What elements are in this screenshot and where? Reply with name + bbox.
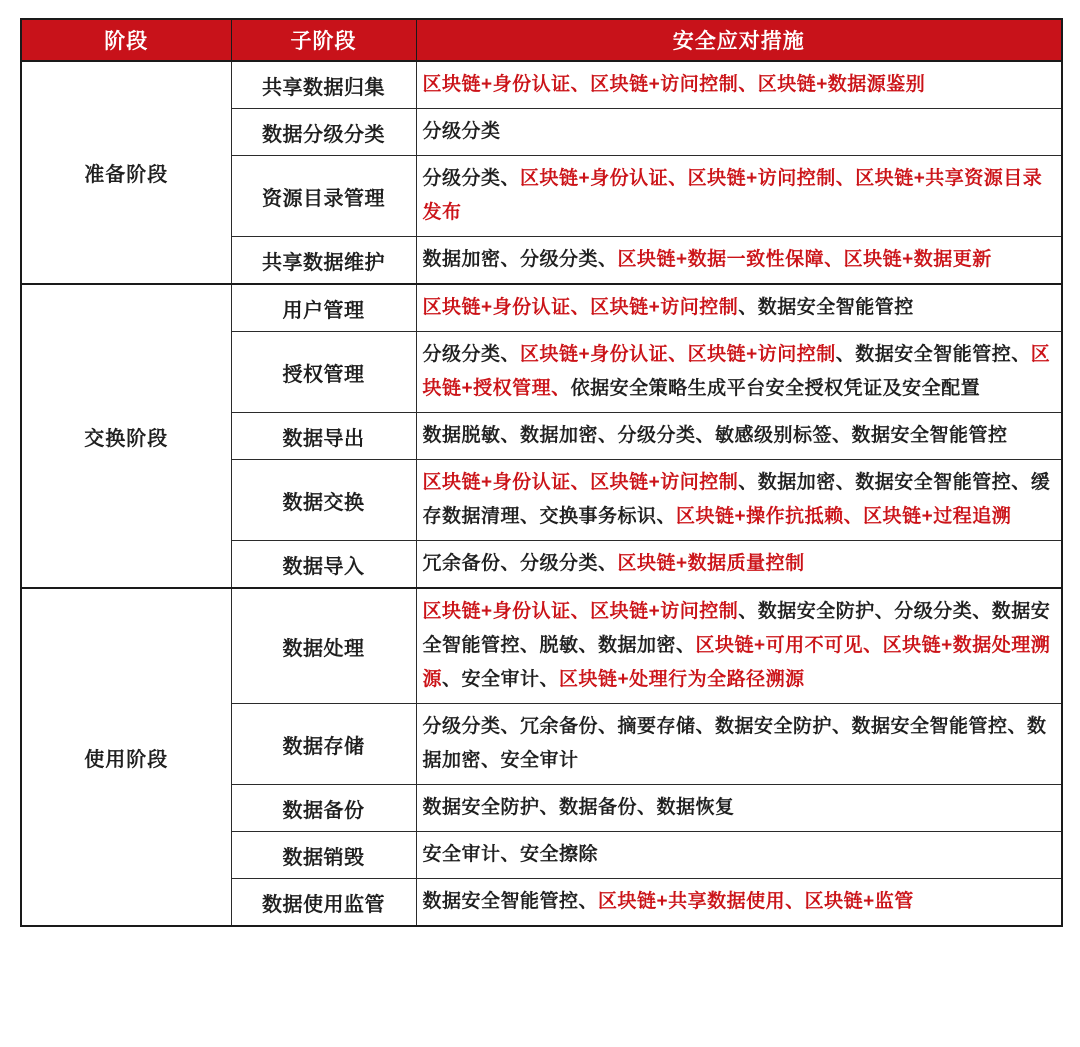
table-header <box>21 19 1062 61</box>
measures-cell <box>416 588 1062 704</box>
phase-cell: 交换阶段 <box>21 284 231 588</box>
measure-text-red: 区块链+身份认证、区块链+访问控制 <box>520 344 836 365</box>
header-phase: 阶段 <box>21 19 231 61</box>
measure-text-black: 分级分类、冗余备份、摘要存储、数据安全防护、数据安全智能管控、数据加密、安全审计 <box>422 716 1047 771</box>
subphase-cell: 数据导入 <box>231 541 416 589</box>
measures-cell <box>416 284 1062 332</box>
header-measures: 安全应对措施 <box>416 19 1062 61</box>
phase-cell: 准备阶段 <box>21 61 231 284</box>
subphase-cell: 用户管理 <box>231 284 416 332</box>
measure-text-black: 分级分类、 <box>422 168 521 189</box>
measures-cell <box>416 237 1062 285</box>
subphase-cell: 共享数据维护 <box>231 237 416 285</box>
measure-text-black: 安全审计、安全擦除 <box>422 844 599 865</box>
table-row <box>21 61 1062 109</box>
measures-cell <box>416 332 1062 413</box>
measure-text-red: 区块链+数据一致性保障、区块链+数据更新 <box>617 249 992 270</box>
measures-cell <box>416 156 1062 237</box>
subphase-cell: 共享数据归集 <box>231 61 416 109</box>
measures-cell <box>416 785 1062 832</box>
table-body <box>21 61 1062 926</box>
subphase-cell: 授权管理 <box>231 332 416 413</box>
measure-text-black: 、数据加密、数据安全智能管控、缓存数据清理、交换事务标识、 <box>422 472 1051 527</box>
measure-text-red: 区块链+身份认证、区块链+访问控制 <box>422 601 739 622</box>
measure-text-black: 冗余备份、分级分类、 <box>422 553 618 574</box>
measure-text-red: 区块链+处理行为全路径溯源 <box>559 669 805 690</box>
measure-text-red: 区块链+身份认证、区块链+访问控制、区块链+数据源鉴别 <box>422 74 926 95</box>
measure-text-black: 数据安全防护、数据备份、数据恢复 <box>422 797 735 818</box>
measure-text-black: 数据脱敏、数据加密、分级分类、敏感级别标签、数据安全智能管控 <box>422 425 1008 446</box>
measure-text-red: 区块链+数据质量控制 <box>617 553 805 574</box>
measures-cell <box>416 460 1062 541</box>
subphase-cell: 资源目录管理 <box>231 156 416 237</box>
subphase-cell: 数据存储 <box>231 704 416 785</box>
measure-text-red: 区块链+可用不可见、区块链+数据处理溯源 <box>422 635 1051 690</box>
measure-text-black: 数据安全智能管控、 <box>422 891 599 912</box>
measure-text-black: 分级分类 <box>422 121 501 142</box>
measure-text-red: 区块链+身份认证、区块链+访问控制 <box>422 297 739 318</box>
measure-text-red: 区块链+共享数据使用、区块链+监管 <box>598 891 914 912</box>
measure-text-black: 分级分类、 <box>422 344 521 365</box>
measure-text-black: 依据安全策略生成平台安全授权凭证及安全配置 <box>570 378 981 399</box>
table-row <box>21 588 1062 704</box>
measure-text-black: 、安全审计、 <box>442 669 560 690</box>
subphase-cell: 数据交换 <box>231 460 416 541</box>
security-measures-table-wrap <box>20 18 1063 927</box>
measures-cell <box>416 61 1062 109</box>
measures-cell <box>416 704 1062 785</box>
subphase-cell: 数据使用监管 <box>231 879 416 927</box>
measure-text-red: 区块链+授权管理、 <box>422 344 1051 399</box>
measures-cell <box>416 541 1062 589</box>
measures-cell <box>416 109 1062 156</box>
security-measures-table <box>20 18 1063 927</box>
subphase-cell: 数据分级分类 <box>231 109 416 156</box>
measures-cell <box>416 879 1062 927</box>
measure-text-black: 数据加密、分级分类、 <box>422 249 618 270</box>
measures-cell <box>416 413 1062 460</box>
measure-text-red: 区块链+身份认证、区块链+访问控制 <box>422 472 739 493</box>
measure-text-black: 、数据安全防护、分级分类、数据安全智能管控、脱敏、数据加密、 <box>422 601 1051 656</box>
subphase-cell: 数据导出 <box>231 413 416 460</box>
measure-text-black: 、数据安全智能管控、 <box>835 344 1031 365</box>
measure-text-red: 区块链+操作抗抵赖、区块链+过程追溯 <box>676 506 1012 527</box>
header-subphase: 子阶段 <box>231 19 416 61</box>
measure-text-black: 、数据安全智能管控 <box>738 297 914 318</box>
phase-cell: 使用阶段 <box>21 588 231 926</box>
subphase-cell: 数据销毁 <box>231 832 416 879</box>
table-row <box>21 284 1062 332</box>
measure-text-red: 区块链+身份认证、区块链+访问控制、区块链+共享资源目录发布 <box>422 168 1043 223</box>
measures-cell <box>416 832 1062 879</box>
table-header-row <box>21 19 1062 61</box>
subphase-cell: 数据处理 <box>231 588 416 704</box>
subphase-cell: 数据备份 <box>231 785 416 832</box>
